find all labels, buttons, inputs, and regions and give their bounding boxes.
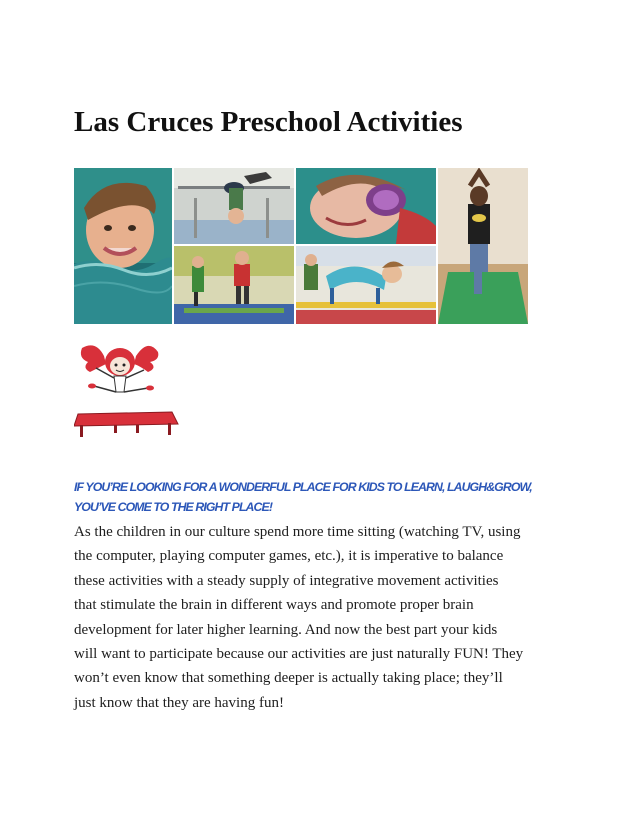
body-line: development for later higher learning. And now the best part your kids	[74, 621, 498, 638]
girl-goggles-photo	[296, 168, 436, 244]
child-hanging-bar-photo	[174, 168, 294, 244]
body-paragraph	[74, 520, 594, 715]
kids-climbing-photo	[296, 246, 436, 324]
body-line: that stimulate the brain in different ways and promote proper brain	[74, 597, 474, 614]
tagline-line: IF YOU’RE LOOKING FOR A WONDERFUL PLACE FOR KIDS TO LEARN, LAUGH&GROW,	[74, 480, 532, 494]
body-line: won’t even know that something deeper is actually taking place; they’ll	[74, 670, 503, 687]
body-line: just know that they are having fun!	[74, 694, 284, 711]
boy-swimming-photo	[74, 168, 172, 324]
boy-yoga-pose-photo	[438, 168, 528, 324]
page-title: Las Cruces Preschool Activities	[74, 106, 463, 138]
tagline	[74, 477, 564, 517]
girl-trampoline-clipart	[74, 334, 184, 444]
body-line: the computer, playing computer games, etc.), it is imperative to balance	[74, 548, 504, 565]
activity-photo-collage	[74, 168, 528, 324]
body-line: will want to participate because our activities are just naturally FUN! They	[74, 646, 524, 663]
body-line: As the children in our culture spend more time sitting (watching TV, using	[74, 524, 521, 540]
tagline-line: YOU’VE COME TO THE RIGHT PLACE!	[74, 500, 273, 514]
kids-balance-beam-photo	[174, 246, 294, 324]
body-line: these activities with a steady supply of integrative movement activities	[74, 572, 499, 589]
